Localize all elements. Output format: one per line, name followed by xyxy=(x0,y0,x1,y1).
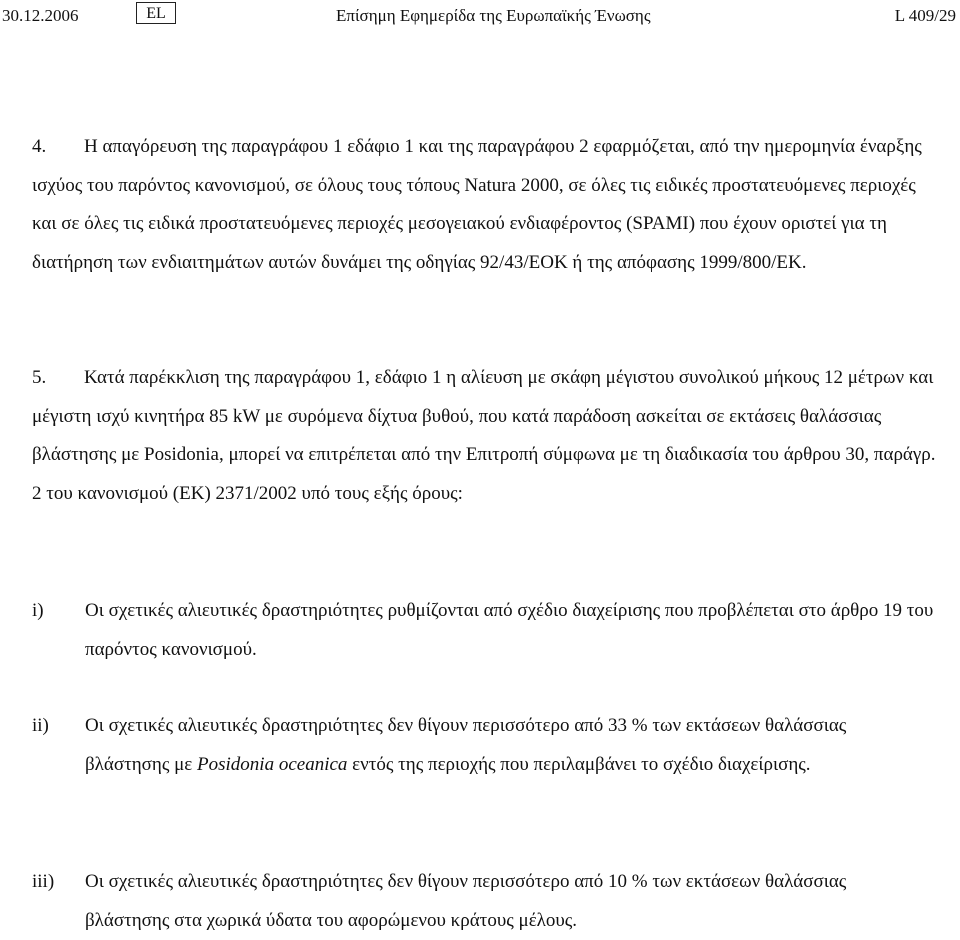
paragraph-4 xyxy=(32,128,942,282)
paragraph-number: 4. xyxy=(32,136,47,157)
condition-label: i) xyxy=(32,600,44,621)
condition-text: Οι σχετικές αλιευτικές δραστηριότητες ρυθμίζονται από σχέδιο διαχείρισης που προβλέπεται στο άρθρο 19 του παρόντος κανονισμού. xyxy=(85,600,934,660)
page-reference: L 409/29 xyxy=(894,6,956,25)
paragraph-number: 5. xyxy=(32,367,47,388)
paragraph-text: Η απαγόρευση της παραγράφου 1 εδάφιο 1 και της παραγράφου 2 εφαρμόζεται, από την ημερομηνία έναρξης ισχύος του παρόντος κανονισμού, σε όλους τους τόπους Natura 2000, σε όλες τις ειδικές προστατευόμενες περιοχές και σε όλες τις ειδικά προστατευόμενες περιοχές μεσογειακού ενδιαφέροντος (SPAMI) που έχουν οριστεί για τη διατήρηση των ενδιαιτημάτων αυτών δυνάμει της οδηγίας 92/43/ΕΟΚ ή της απόφασης 1999/800/ΕΚ. xyxy=(32,136,922,273)
paragraph-text: Κατά παρέκκλιση της παραγράφου 1, εδάφιο 1 η αλίευση με σκάφη μέγιστου συνολικού μήκους 12 μέτρων και μέγιστη ισχύ κινητήρα 85 kW με συρόμενα δίχτυα βυθού, που κατά παράδοση ασκείται σε εκτάσεις θαλάσσιας βλάστησης με Posidonia, μπορεί να επιτρέπεται από την Επιτροπή σύμφωνα με τη διαδικασία του άρθρου 30, παράγρ. 2 του κανονισμού (ΕΚ) 2371/2002 υπό τους εξής όρους: xyxy=(32,367,936,504)
condition-text: Οι σχετικές αλιευτικές δραστηριότητες δεν θίγουν περισσότερο από 33 % των εκτάσεων θαλάσσιας βλάστησης με Posidonia oceanica εντός της περιοχής που περιλαμβάνει το σχέδιο διαχείρισης. xyxy=(85,715,847,775)
publication-date: 30.12.2006 xyxy=(2,6,79,25)
page-header xyxy=(0,0,960,36)
species-name: Posidonia oceanica xyxy=(197,753,348,775)
condition-label: iii) xyxy=(32,871,55,892)
paragraph-5 xyxy=(32,359,942,513)
language-badge: EL xyxy=(136,2,176,24)
condition-text: Οι σχετικές αλιευτικές δραστηριότητες δεν θίγουν περισσότερο από 10 % των εκτάσεων θαλάσσιας βλάστησης στα χωρικά ύδατα του αφορώμενου κράτους μέλους. xyxy=(85,871,847,931)
journal-title: Επίσημη Εφημερίδα της Ευρωπαϊκής Ένωσης xyxy=(336,6,651,25)
condition-label: ii) xyxy=(32,715,49,736)
